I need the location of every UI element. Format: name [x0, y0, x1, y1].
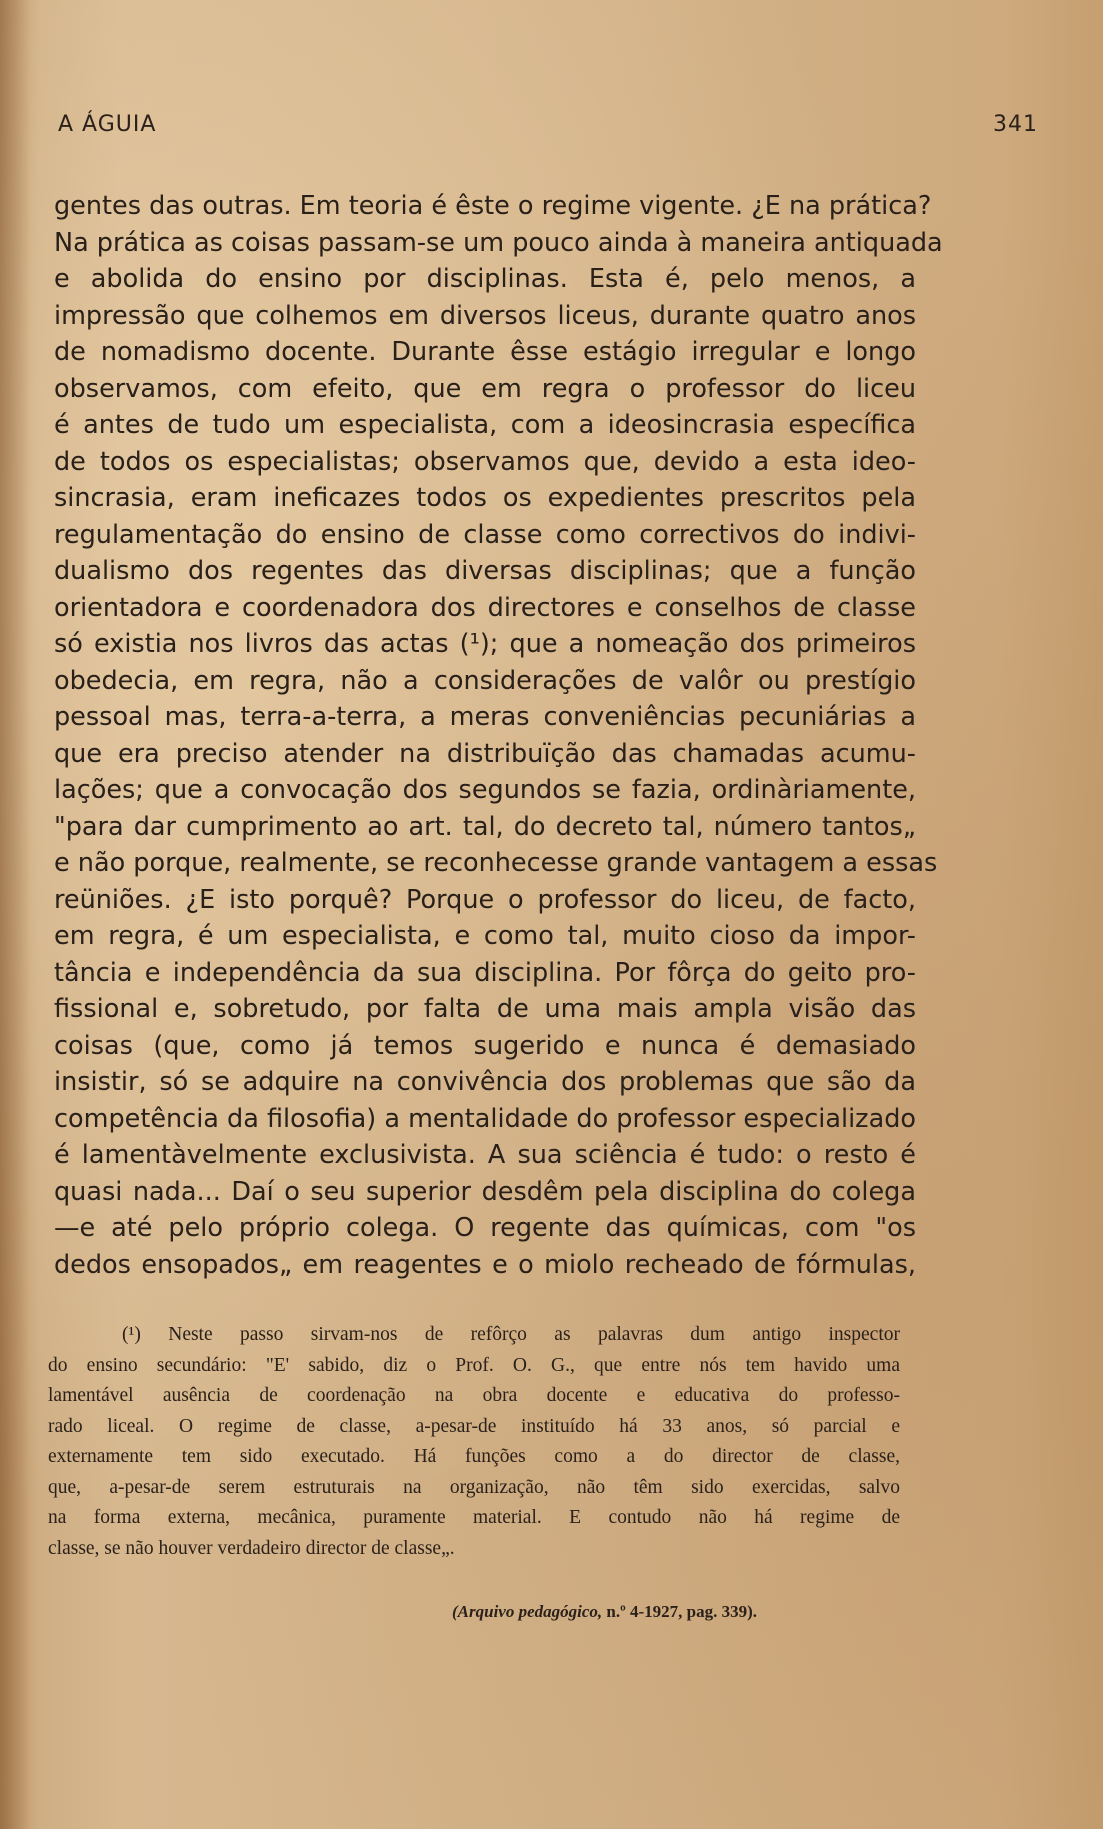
body-line: "para dar cumprimento ao art. tal, do decreto tal, número tantos„: [54, 811, 916, 842]
body-line: quasi nada... Daí o seu superior desdêm pela disciplina do colega: [54, 1176, 916, 1207]
footnote-line: do ensino secundário: "E' sabido, diz o Prof. O. G., que entre nós tem havido uma: [48, 1354, 900, 1376]
body-line: dedos ensopados„ em reagentes e o miolo recheado de fórmulas,: [54, 1249, 916, 1280]
page-number: 341: [993, 112, 1038, 137]
body-line: tância e independência da sua disciplina. Por fôrça do geito pro-: [54, 957, 916, 988]
source-title: (Arquivo pedagógico,: [452, 1602, 603, 1621]
footnote-source: [452, 1602, 852, 1622]
footnote-line: lamentável ausência de coordenação na obra docente e educativa do professo-: [48, 1385, 900, 1406]
body-line: orientadora e coordenadora dos directores e conselhos de classe: [54, 592, 916, 623]
footnote: [48, 1320, 900, 1564]
body-line: obedecia, em regra, não a considerações de valôr ou prestígio: [54, 665, 916, 696]
body-line: insistir, só se adquire na convivência dos problemas que são da: [54, 1067, 916, 1097]
footnote-line: externamente tem sido executado. Há funções como a do director de classe,: [48, 1446, 900, 1467]
footnote-line: rado liceal. O regime de classe, a-pesar-de instituído há 33 anos, só parcial e: [48, 1415, 900, 1437]
body-line: —e até pelo próprio colega. O regente das químicas, com "os: [54, 1213, 916, 1243]
body-line: é antes de tudo um especialista, com a ideosincrasia específica: [54, 410, 916, 440]
body-text: [54, 188, 943, 1283]
body-line: que era preciso atender na distribuïção das chamadas acumu-: [54, 738, 916, 769]
body-line: gentes das outras. Em teoria é êste o regime vigente. ¿E na prática?: [54, 191, 932, 221]
body-line: lações; que a convocação dos segundos se fazia, ordinàriamente,: [54, 775, 916, 805]
body-line: e abolida do ensino por disciplinas. Esta é, pelo menos, a: [54, 264, 916, 294]
body-line: competência da filosofia) a mentalidade do professor especializado: [54, 1103, 916, 1134]
body-line: regulamentação do ensino de classe como correctivos do indivi-: [54, 519, 916, 550]
source-reference: n.º 4-1927, pag. 339).: [606, 1602, 757, 1621]
body-line: impressão que colhemos em diversos liceus, durante quatro anos: [54, 300, 916, 331]
running-head: [58, 112, 1038, 152]
body-line: em regra, é um especialista, e como tal, muito cioso da impor-: [54, 921, 916, 951]
footnote-line: na forma externa, mecânica, puramente material. E contudo não há regime de: [48, 1507, 900, 1528]
body-line: só exi̇stia nos livros das actas (¹); que a nomeação dos primeiros: [54, 629, 916, 659]
body-line: pessoal mas, terra-a-terra, a meras conveniências pecuniárias a: [54, 702, 916, 732]
footnote-line: classe, se não houver verdadeiro director de classe„.: [48, 1537, 455, 1559]
body-line: é lamentàvelmente exclusivista. A sua sciência é tudo: o resto é: [54, 1140, 916, 1170]
body-line: coisas (que, como já temos sugerido e nunca é demasiado: [54, 1030, 916, 1061]
body-line: Na prática as coisas passam-se um pouco ainda à maneira antiquada: [54, 227, 943, 258]
body-line: observamos, com efeito, que em regra o professor do liceu: [54, 373, 916, 404]
body-line: de todos os especialistas; observamos que, devido a esta ideo-: [54, 446, 916, 477]
body-line: de nomadismo docente. Durante êsse estágio irregular e longo: [54, 337, 916, 367]
footnote-line: (¹) Neste passo sirvam-nos de refôrço as palavras dum antigo inspector: [122, 1324, 900, 1345]
body-line: dualismo dos regentes das diversas disciplinas; que a função: [54, 556, 916, 586]
body-line: fissional e, sobretudo, por falta de uma mais ampla visão das: [54, 994, 916, 1024]
body-line: reüniões. ¿E isto porquê? Porque o professor do liceu, de facto,: [54, 884, 916, 915]
body-line: e não porque, realmente, se reconhecesse grande vantagem a essas: [54, 848, 938, 878]
footnote-line: que, a-pesar-de serem estruturais na organização, não têm sido exercidas, salvo: [48, 1476, 900, 1498]
journal-title: A ÁGUIA: [58, 112, 157, 137]
body-line: sincrasia, eram ineficazes todos os expedientes prescritos pela: [54, 483, 916, 513]
